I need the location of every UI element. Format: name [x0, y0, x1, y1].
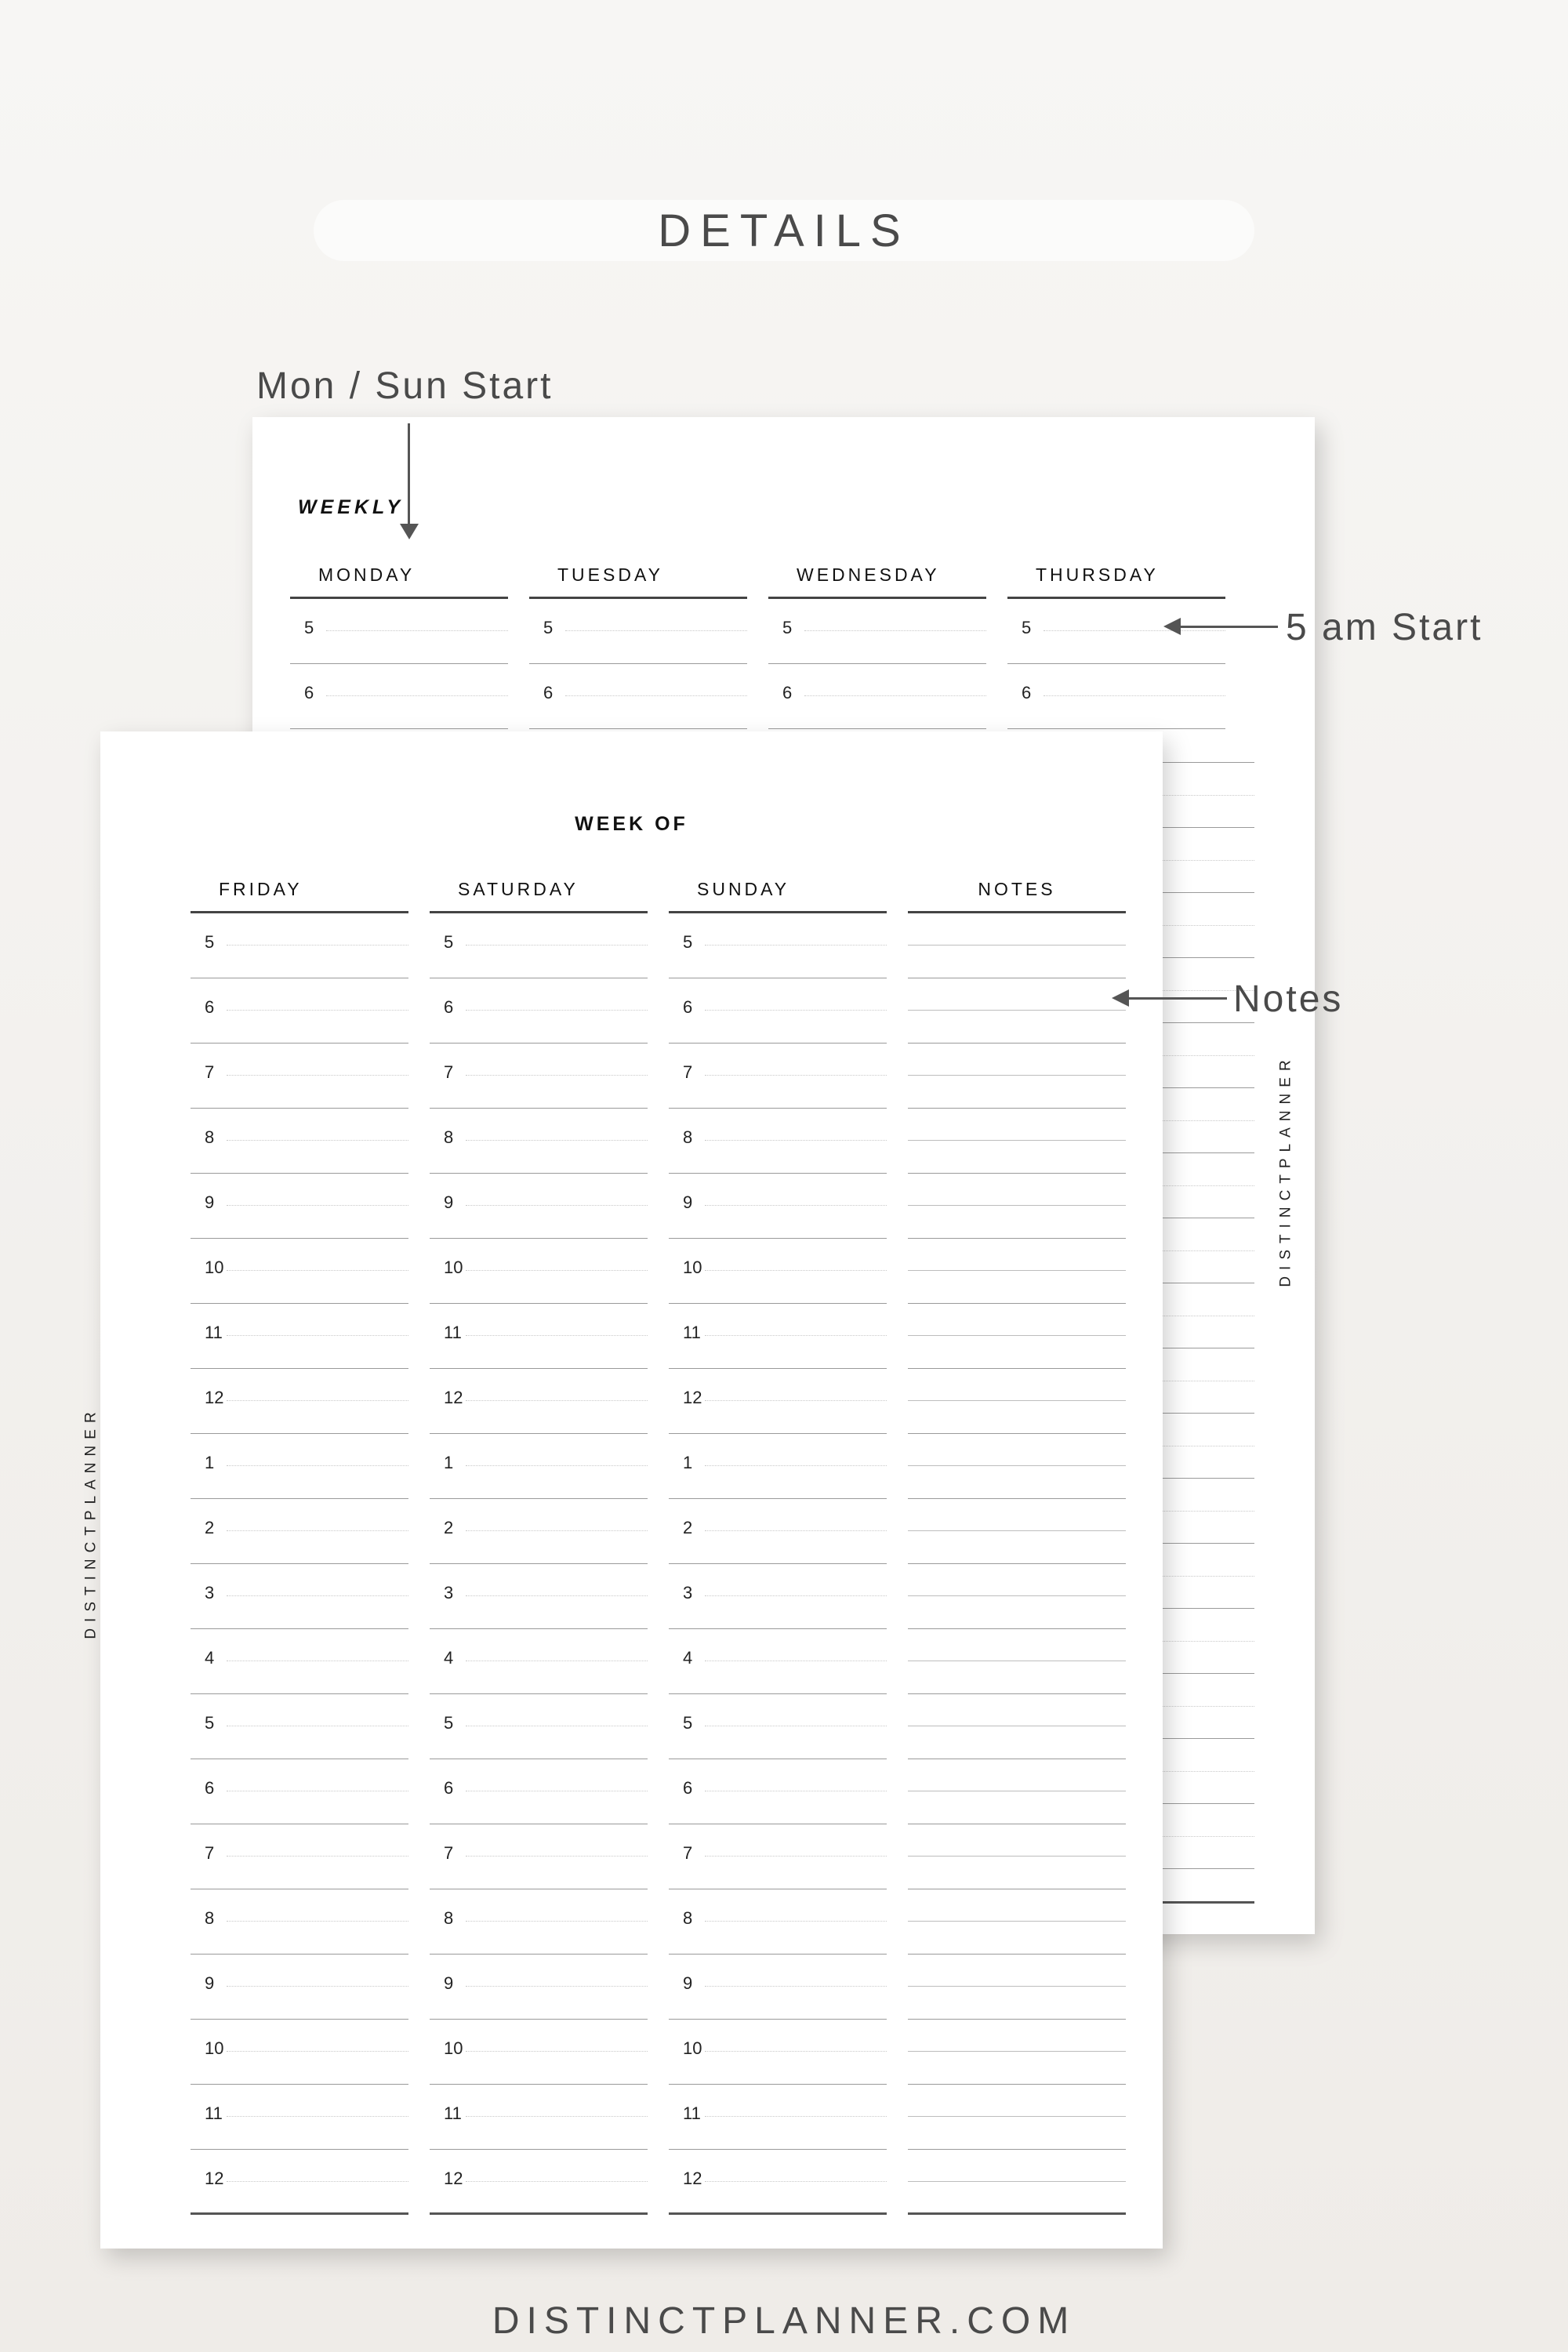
hour-row[interactable]	[191, 1955, 408, 2020]
hour-row[interactable]	[669, 1239, 887, 1304]
hour-label: 9	[444, 1192, 454, 1212]
write-line	[804, 695, 986, 696]
week-of-title: WEEK OF	[575, 813, 688, 835]
hour-row[interactable]	[430, 1304, 648, 1369]
hour-label: 11	[683, 1323, 701, 1342]
arrow-left-icon	[1163, 618, 1181, 635]
hour-row[interactable]	[529, 664, 747, 729]
hour-row[interactable]	[191, 1824, 408, 1889]
footer-website: DISTINCTPLANNER.COM	[492, 2300, 1076, 2342]
hour-label: 11	[205, 2103, 223, 2123]
hour-label: 7	[683, 1843, 693, 1863]
hour-row[interactable]	[430, 1369, 648, 1434]
write-line	[466, 1075, 648, 1076]
write-line	[908, 1465, 1126, 1466]
hour-row[interactable]	[191, 1304, 408, 1369]
column-header: TUESDAY	[529, 552, 747, 599]
hour-label: 8	[444, 1127, 454, 1147]
hour-row[interactable]	[669, 1955, 887, 2020]
hour-row[interactable]	[669, 2020, 887, 2085]
weekly-title: WEEKLY	[298, 496, 405, 518]
write-line	[466, 1140, 648, 1141]
hour-label: 5	[1022, 618, 1032, 637]
column-header: WEDNESDAY	[768, 552, 986, 599]
hour-row[interactable]	[430, 1109, 648, 1174]
hour-row[interactable]	[430, 1759, 648, 1824]
hour-row[interactable]	[669, 1759, 887, 1824]
write-line	[705, 1270, 887, 1271]
arrow-left-icon	[1112, 989, 1129, 1007]
hour-row[interactable]	[1007, 599, 1225, 664]
hour-label: 4	[444, 1648, 454, 1668]
write-line	[466, 2181, 648, 2182]
hour-label: 10	[444, 1258, 463, 1277]
hour-row[interactable]	[430, 2020, 648, 2085]
hour-row[interactable]	[669, 1629, 887, 1694]
hour-row[interactable]	[669, 1824, 887, 1889]
hour-label: 9	[205, 1192, 215, 1212]
write-line	[1044, 695, 1225, 696]
hour-label: 7	[683, 1062, 693, 1082]
back-brand-vertical: DISTINCTPLANNER	[1277, 1054, 1294, 1287]
write-line	[705, 2116, 887, 2117]
write-line	[227, 1270, 408, 1271]
write-line	[908, 2116, 1126, 2117]
hour-row[interactable]	[669, 1044, 887, 1109]
hour-row[interactable]	[191, 1239, 408, 1304]
hour-row[interactable]	[768, 599, 986, 664]
write-line	[908, 1140, 1126, 1141]
write-line	[466, 1270, 648, 1271]
hour-label: 5	[205, 932, 215, 952]
hour-row[interactable]	[290, 664, 508, 729]
write-line	[227, 1010, 408, 1011]
hour-row[interactable]	[669, 1174, 887, 1239]
write-line	[466, 2116, 648, 2117]
details-title: DETAILS	[658, 205, 910, 256]
hour-row[interactable]	[191, 1044, 408, 1109]
write-line	[466, 1921, 648, 1922]
write-line	[227, 1335, 408, 1336]
hour-row[interactable]	[430, 1889, 648, 1955]
hour-label: 12	[683, 1388, 702, 1407]
notes-line[interactable]	[908, 1759, 1126, 1824]
write-line	[705, 945, 887, 946]
hour-label: 12	[683, 2169, 702, 2188]
hour-label: 8	[683, 1908, 693, 1928]
notes-line[interactable]	[908, 1889, 1126, 1955]
notes-line[interactable]	[908, 2085, 1126, 2150]
write-line	[227, 2116, 408, 2117]
write-line	[705, 1595, 887, 1596]
write-line	[466, 1400, 648, 1401]
write-line	[227, 1205, 408, 1206]
hour-row[interactable]	[1007, 664, 1225, 729]
hour-label: 12	[444, 2169, 463, 2188]
hour-label: 6	[1022, 683, 1032, 702]
notes-line[interactable]	[908, 1824, 1126, 1889]
hour-row[interactable]	[430, 2085, 648, 2150]
hour-label: 8	[444, 1908, 454, 1928]
hour-label: 11	[205, 1323, 223, 1342]
mon-sun-start-arrow-line	[408, 423, 410, 533]
write-line	[705, 1335, 887, 1336]
hour-label: 7	[444, 1843, 454, 1863]
write-line	[705, 2181, 887, 2182]
hour-label: 12	[205, 1388, 224, 1407]
notes-line[interactable]	[908, 1499, 1126, 1564]
hour-row[interactable]	[669, 1694, 887, 1759]
write-line	[908, 1595, 1126, 1596]
hour-row[interactable]	[669, 1889, 887, 1955]
hour-row[interactable]	[191, 1889, 408, 1955]
write-line	[908, 1075, 1126, 1076]
hour-row[interactable]	[191, 1694, 408, 1759]
notes-line[interactable]	[908, 1629, 1126, 1694]
notes-line[interactable]	[908, 1239, 1126, 1304]
hour-row[interactable]	[430, 1629, 648, 1694]
hour-label: 5	[683, 1713, 693, 1733]
notes-line[interactable]	[908, 1564, 1126, 1629]
hour-label: 3	[683, 1583, 693, 1602]
hour-row[interactable]	[290, 599, 508, 664]
hour-label: 9	[205, 1973, 215, 1993]
hour-label: 10	[683, 1258, 702, 1277]
notes-line[interactable]	[908, 1304, 1126, 1369]
write-line	[466, 1530, 648, 1531]
write-line	[227, 945, 408, 946]
hour-label: 2	[205, 1518, 215, 1537]
write-line	[908, 1921, 1126, 1922]
hour-label: 8	[205, 1908, 215, 1928]
notes-callout: Notes	[1233, 978, 1344, 1020]
hour-row[interactable]	[191, 1434, 408, 1499]
hour-row[interactable]	[669, 1369, 887, 1434]
column-header: THURSDAY	[1007, 552, 1225, 599]
write-line	[227, 2181, 408, 2182]
hour-row[interactable]	[669, 913, 887, 978]
write-line	[705, 1400, 887, 1401]
hour-label: 5	[304, 618, 314, 637]
notes-line[interactable]	[908, 1044, 1126, 1109]
write-line	[466, 1595, 648, 1596]
five-am-start-arrow-line	[1180, 626, 1278, 628]
hour-row[interactable]	[191, 1759, 408, 1824]
hour-row[interactable]	[191, 1369, 408, 1434]
notes-line[interactable]	[908, 978, 1126, 1044]
hour-label: 6	[543, 683, 554, 702]
hour-row[interactable]	[430, 2150, 648, 2215]
notes-line[interactable]	[908, 2150, 1126, 2215]
hour-row[interactable]	[669, 2150, 887, 2215]
hour-row[interactable]	[430, 978, 648, 1044]
notes-line[interactable]	[908, 2020, 1126, 2085]
hour-label: 5	[683, 932, 693, 952]
write-line	[705, 1465, 887, 1466]
write-line	[326, 630, 508, 631]
hour-label: 5	[444, 932, 454, 952]
write-line	[227, 2051, 408, 2052]
hour-label: 1	[444, 1453, 454, 1472]
write-line	[908, 1010, 1126, 1011]
hour-label: 12	[205, 2169, 224, 2188]
write-line	[908, 2051, 1126, 2052]
hour-label: 6	[444, 997, 454, 1017]
hour-row[interactable]	[191, 2085, 408, 2150]
write-line	[908, 1205, 1126, 1206]
hour-label: 9	[444, 1973, 454, 1993]
write-line	[705, 1986, 887, 1987]
five-am-start-callout: 5 am Start	[1286, 607, 1483, 648]
write-line	[908, 1986, 1126, 1987]
write-line	[227, 1595, 408, 1596]
hour-label: 9	[683, 1973, 693, 1993]
write-line	[227, 1856, 408, 1857]
arrow-down-icon	[400, 524, 419, 539]
hour-row[interactable]	[430, 1044, 648, 1109]
hour-label: 10	[683, 2038, 702, 2058]
notes-line[interactable]	[908, 1694, 1126, 1759]
hour-label: 5	[543, 618, 554, 637]
hour-label: 11	[444, 1323, 462, 1342]
write-line	[908, 2181, 1126, 2182]
write-line	[565, 630, 747, 631]
hour-label: 11	[444, 2103, 462, 2123]
hour-label: 2	[444, 1518, 454, 1537]
hour-row[interactable]	[669, 1109, 887, 1174]
write-line	[466, 1856, 648, 1857]
details-header	[314, 200, 1254, 261]
write-line	[227, 1465, 408, 1466]
hour-row[interactable]	[191, 1174, 408, 1239]
write-line	[705, 2051, 887, 2052]
notes-line[interactable]	[908, 1434, 1126, 1499]
column-header: NOTES	[908, 866, 1126, 913]
column-header: FRIDAY	[191, 866, 408, 913]
notes-line[interactable]	[908, 1955, 1126, 2020]
hour-label: 6	[304, 683, 314, 702]
write-line	[705, 1921, 887, 1922]
hour-row[interactable]	[529, 599, 747, 664]
hour-label: 5	[782, 618, 793, 637]
hour-label: 8	[205, 1127, 215, 1147]
hour-label: 9	[683, 1192, 693, 1212]
hour-label: 7	[444, 1062, 454, 1082]
hour-label: 5	[205, 1713, 215, 1733]
hour-row[interactable]	[430, 1824, 648, 1889]
hour-label: 8	[683, 1127, 693, 1147]
hour-label: 6	[205, 1778, 215, 1798]
hour-label: 7	[205, 1843, 215, 1863]
hour-label: 10	[205, 2038, 224, 2058]
hour-label: 6	[683, 1778, 693, 1798]
write-line	[565, 695, 747, 696]
write-line	[908, 945, 1126, 946]
hour-label: 2	[683, 1518, 693, 1537]
hour-row[interactable]	[430, 1694, 648, 1759]
front-page	[82, 731, 1163, 2249]
write-line	[908, 1530, 1126, 1531]
write-line	[227, 1400, 408, 1401]
hour-label: 1	[205, 1453, 215, 1472]
hour-row[interactable]	[430, 1499, 648, 1564]
hour-row[interactable]	[669, 1499, 887, 1564]
hour-row[interactable]	[669, 978, 887, 1044]
hour-label: 6	[782, 683, 793, 702]
hour-label: 3	[205, 1583, 215, 1602]
write-line	[908, 1856, 1126, 1857]
write-line	[908, 1335, 1126, 1336]
hour-row[interactable]	[191, 1629, 408, 1694]
hour-row[interactable]	[191, 913, 408, 978]
write-line	[466, 1335, 648, 1336]
hour-row[interactable]	[430, 1564, 648, 1629]
hour-label: 10	[444, 2038, 463, 2058]
write-line	[705, 1075, 887, 1076]
column-header: SUNDAY	[669, 866, 887, 913]
hour-label: 12	[444, 1388, 463, 1407]
hour-row[interactable]	[669, 2085, 887, 2150]
notes-line[interactable]	[908, 1369, 1126, 1434]
hour-label: 3	[444, 1583, 454, 1602]
column-header: SATURDAY	[430, 866, 648, 913]
hour-row[interactable]	[191, 1499, 408, 1564]
hour-label: 10	[205, 1258, 224, 1277]
notes-arrow-line	[1129, 997, 1227, 1000]
hour-row[interactable]	[430, 1434, 648, 1499]
write-line	[326, 695, 508, 696]
write-line	[705, 1010, 887, 1011]
hour-row[interactable]	[191, 1564, 408, 1629]
write-line	[908, 1400, 1126, 1401]
hour-row[interactable]	[430, 1174, 648, 1239]
hour-row[interactable]	[669, 1434, 887, 1499]
hour-row[interactable]	[191, 2020, 408, 2085]
hour-row[interactable]	[430, 913, 648, 978]
write-line	[705, 1856, 887, 1857]
write-line	[1044, 630, 1225, 631]
notes-line[interactable]	[908, 1174, 1126, 1239]
write-line	[466, 945, 648, 946]
hour-row[interactable]	[768, 664, 986, 729]
hour-row[interactable]	[191, 2150, 408, 2215]
write-line	[466, 1205, 648, 1206]
hour-label: 5	[444, 1713, 454, 1733]
write-line	[227, 1140, 408, 1141]
hour-label: 6	[444, 1778, 454, 1798]
hour-label: 6	[205, 997, 215, 1017]
mon-sun-start-callout: Mon / Sun Start	[256, 365, 554, 407]
write-line	[227, 1921, 408, 1922]
hour-row[interactable]	[191, 978, 408, 1044]
hour-row[interactable]	[669, 1564, 887, 1629]
write-line	[908, 1270, 1126, 1271]
write-line	[466, 1465, 648, 1466]
write-line	[804, 630, 986, 631]
column-header: MONDAY	[290, 552, 508, 599]
hour-label: 4	[683, 1648, 693, 1668]
hour-label: 11	[683, 2103, 701, 2123]
notes-line[interactable]	[908, 913, 1126, 978]
write-line	[705, 1530, 887, 1531]
write-line	[227, 1986, 408, 1987]
write-line	[227, 1075, 408, 1076]
hour-row[interactable]	[430, 1955, 648, 2020]
write-line	[705, 1140, 887, 1141]
hour-label: 1	[683, 1453, 693, 1472]
hour-label: 7	[205, 1062, 215, 1082]
write-line	[466, 2051, 648, 2052]
write-line	[227, 1530, 408, 1531]
hour-row[interactable]	[669, 1304, 887, 1369]
front-brand-vertical: DISTINCTPLANNER	[82, 1406, 100, 1639]
write-line	[466, 1986, 648, 1987]
hour-label: 4	[205, 1648, 215, 1668]
hour-row[interactable]	[430, 1239, 648, 1304]
hour-label: 6	[683, 997, 693, 1017]
write-line	[705, 1205, 887, 1206]
write-line	[466, 1010, 648, 1011]
hour-row[interactable]	[191, 1109, 408, 1174]
notes-line[interactable]	[908, 1109, 1126, 1174]
